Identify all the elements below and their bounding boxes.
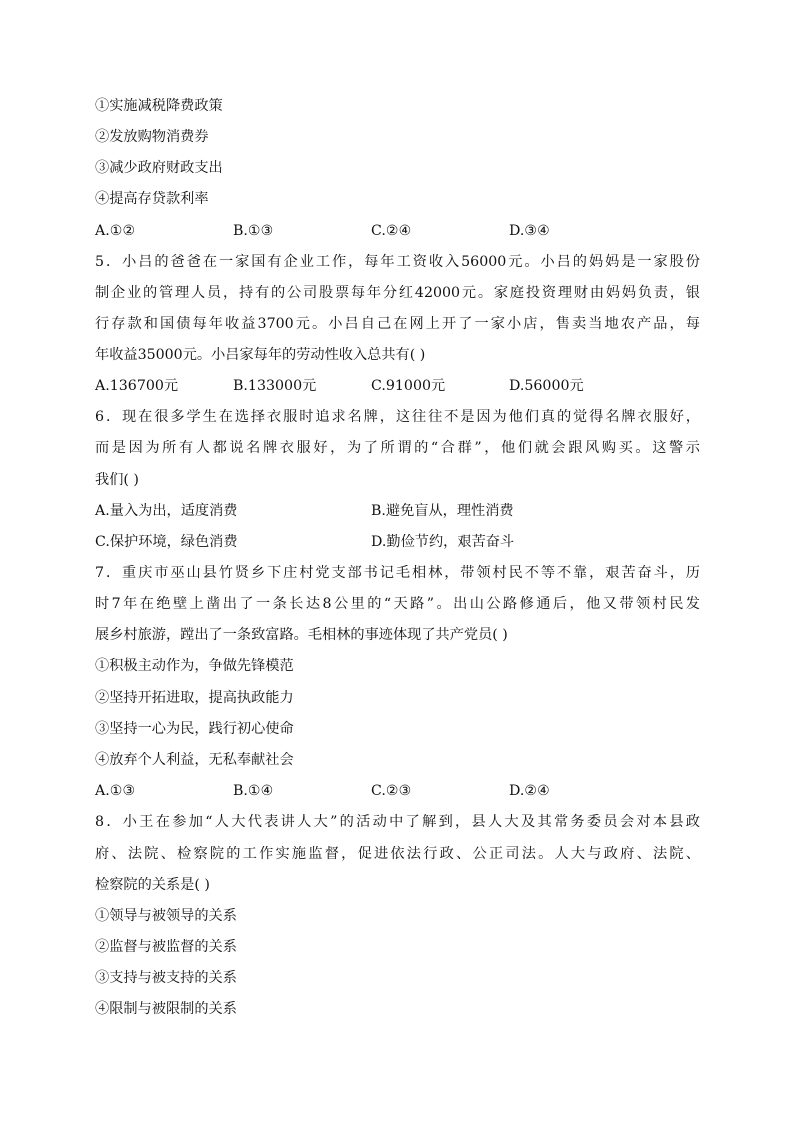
q6-option-d[interactable]: D.勤俭节约，艰苦奋斗 — [371, 534, 515, 550]
q8-stem-line-1: 8．小王在参加“人大代表讲人大”的活动中了解到，县人大及其常务委员会对本县政 — [95, 814, 700, 830]
q7-item-4: ④放弃个人利益，无私奉献社会 — [95, 752, 294, 768]
q6-options-row-2 — [95, 530, 700, 554]
q4-item-1: ①实施减税降费政策 — [95, 98, 223, 114]
q5-option-a[interactable]: A.136700元 — [95, 378, 179, 394]
q4-option-c[interactable]: C.②④ — [371, 223, 412, 239]
q8-stem-line-2: 府、法院、检察院的工作实施监督，促进依法行政、公正司法。人大与政府、法院、 — [95, 846, 700, 862]
q5-stem-line-3: 行存款和国债每年收益3700元。小吕自己在网上开了一家小店，售卖当地农产品，每 — [95, 316, 700, 332]
q5-options — [95, 374, 700, 398]
q5-option-b[interactable]: B.133000元 — [233, 378, 317, 394]
q6-option-a[interactable]: A.量入为出，适度消费 — [95, 503, 238, 519]
q7-stem-line-3: 展乡村旅游，蹚出了一条致富路。毛相林的事迹体现了共产党员( ) — [95, 627, 508, 643]
q5-option-c[interactable]: C.91000元 — [371, 378, 446, 394]
q5-stem-line-1: 5．小吕的爸爸在一家国有企业工作，每年工资收入56000元。小吕的妈妈是一家股份 — [95, 254, 700, 270]
q4-item-3: ③减少政府财政支出 — [95, 160, 223, 176]
q4-item-4: ④提高存贷款利率 — [95, 191, 209, 207]
q4-item-2: ②发放购物消费券 — [95, 129, 209, 145]
q7-option-a[interactable]: A.①③ — [95, 783, 136, 799]
q6-stem-line-3: 我们( ) — [95, 472, 139, 488]
q6-stem-line-1: 6．现在很多学生在选择衣服时追求名牌，这往往不是因为他们真的觉得名牌衣服好， — [95, 409, 700, 425]
q7-option-b[interactable]: B.①④ — [233, 783, 274, 799]
q4-option-d[interactable]: D.③④ — [509, 223, 550, 239]
q7-item-1: ①积极主动作为，争做先锋模范 — [95, 658, 294, 674]
q4-options — [95, 219, 700, 243]
q5-stem-line-2: 制企业的管理人员，持有的公司股票每年分红42000元。家庭投资理财由妈妈负责，银 — [95, 285, 700, 301]
q7-item-3: ③坚持一心为民，践行初心使命 — [95, 721, 294, 737]
q8-item-2: ②监督与被监督的关系 — [95, 939, 237, 955]
q7-options — [95, 779, 700, 803]
q5-option-d[interactable]: D.56000元 — [509, 378, 584, 394]
q8-item-1: ①领导与被领导的关系 — [95, 908, 237, 924]
q6-option-b[interactable]: B.避免盲从，理性消费 — [371, 503, 514, 519]
q8-item-3: ③支持与被支持的关系 — [95, 970, 237, 986]
q7-item-2: ②坚持开拓进取，提高执政能力 — [95, 690, 294, 706]
q7-stem-line-1: 7．重庆市巫山县竹贤乡下庄村党支部书记毛相林，带领村民不等不靠，艰苦奋斗，历 — [95, 565, 700, 581]
q7-stem-line-2: 时7年在绝壁上凿出了一条长达8公里的“天路”。出山公路修通后，他又带领村民发 — [95, 596, 700, 612]
q6-stem-line-2: 而是因为所有人都说名牌衣服好，为了所谓的“合群”，他们就会跟风购买。这警示 — [95, 440, 700, 456]
q7-option-d[interactable]: D.②④ — [509, 783, 550, 799]
q8-item-4: ④限制与被限制的关系 — [95, 1001, 237, 1017]
q5-stem-line-4: 年收益35000元。小吕家每年的劳动性收入总共有( ) — [95, 347, 426, 363]
q4-option-a[interactable]: A.①② — [95, 223, 136, 239]
q6-option-c[interactable]: C.保护环境，绿色消费 — [95, 534, 238, 550]
q4-option-b[interactable]: B.①③ — [233, 223, 274, 239]
q7-option-c[interactable]: C.②③ — [371, 783, 412, 799]
q8-stem-line-3: 检察院的关系是( ) — [95, 877, 210, 893]
q6-options-row-1 — [95, 499, 700, 523]
